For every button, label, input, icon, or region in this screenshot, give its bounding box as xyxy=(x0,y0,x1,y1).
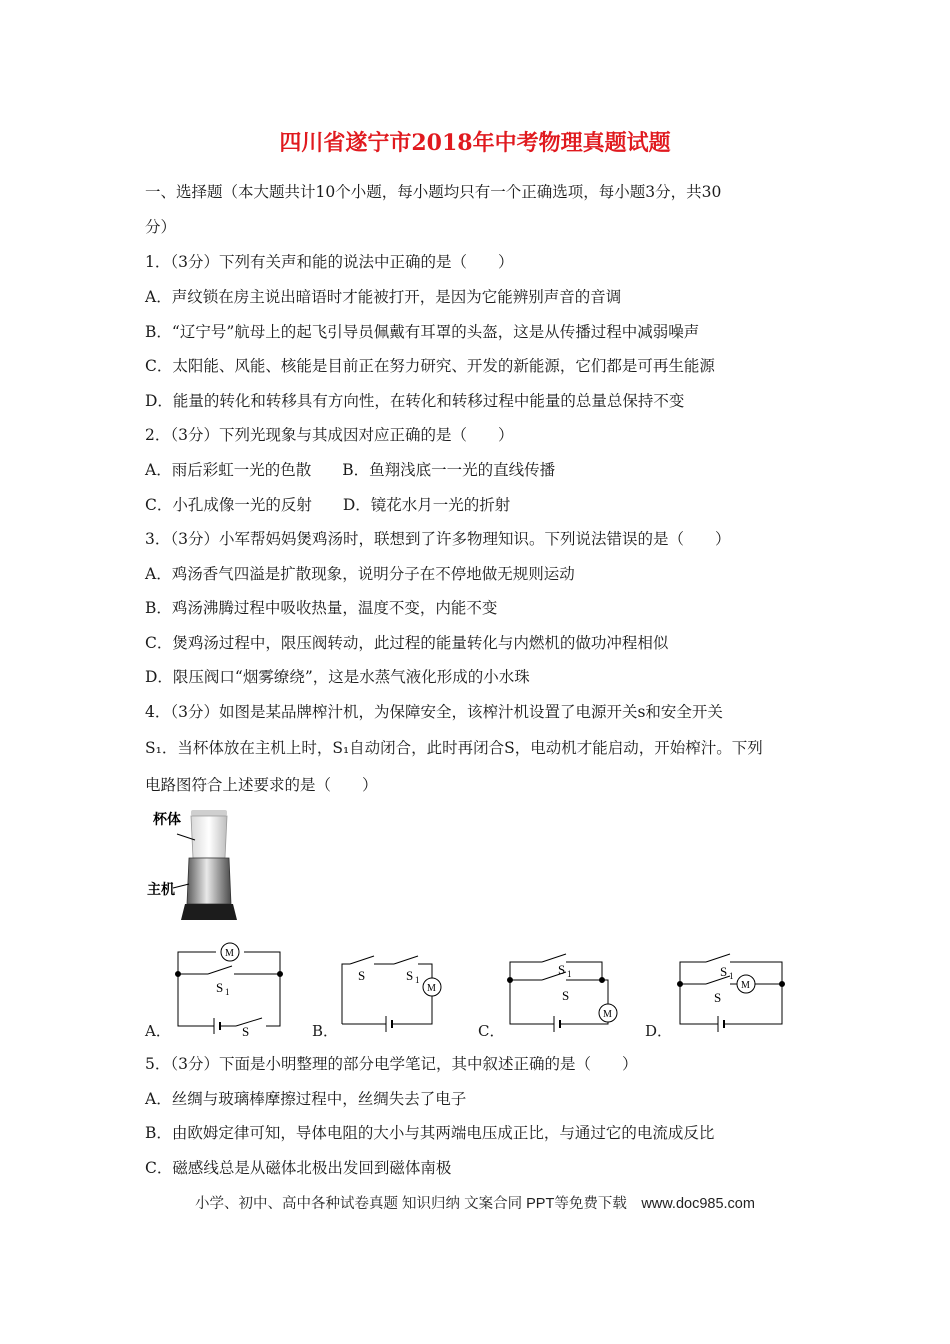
question-1-stem: 1．（3分）下列有关声和能的说法中正确的是（ ） xyxy=(145,253,514,271)
circuit-a-s1-label: S xyxy=(216,980,224,995)
question-5-option-b: B．由欧姆定律可知，导体电阻的大小与其两端电压成正比，与通过它的电流成反比 xyxy=(145,1124,715,1142)
circuit-d-switch-s xyxy=(706,976,730,984)
circuit-d-node-left xyxy=(678,982,683,987)
question-4-stem-line3: 电路图符合上述要求的是（ ） xyxy=(145,776,378,794)
circuit-d-battery-icon xyxy=(718,1016,724,1032)
question-5-option-a: A．丝绸与玻璃棒摩擦过程中，丝绸失去了电子 xyxy=(145,1090,467,1108)
circuit-a-node-left xyxy=(176,972,181,977)
circuit-b-switch-s xyxy=(350,956,374,964)
question-3-option-a: A．鸡汤香气四溢是扩散现象，说明分子在不停地做无规则运动 xyxy=(145,565,575,583)
page-title: 四川省遂宁市2018年中考物理真题试题 xyxy=(279,130,671,156)
circuit-a-battery-icon xyxy=(214,1018,220,1034)
question-3-option-c: C．煲鸡汤过程中，限压阀转动，此过程的能量转化与内燃机的做功冲程相似 xyxy=(145,634,669,652)
footer-download-notice: 小学、初中、高中各种试卷真题 知识归纳 文案合同 PPT等免费下载 www.doc985.com xyxy=(195,1196,755,1212)
circuit-b xyxy=(336,944,446,1032)
circuit-d-s1-label: S xyxy=(720,964,728,979)
circuit-b-battery-icon xyxy=(386,1016,392,1032)
question-5-option-c: C．磁感线总是从磁体北极出发回到磁体南极 xyxy=(145,1159,452,1177)
circuit-c-s1-sub: 1 xyxy=(567,969,572,979)
question-1-option-d: D．能量的转化和转移具有方向性，在转化和转移过程中能量的总量总保持不变 xyxy=(145,392,685,410)
circuit-a-motor-label: M xyxy=(225,948,234,959)
question-1-option-b: B．“辽宁号”航母上的起飞引导员佩戴有耳罩的头盔，这是从传播过程中减弱噪声 xyxy=(145,323,700,341)
question-1-option-c: C．太阳能、风能、核能是目前正在努力研究、开发的新能源，它们都是可再生能源 xyxy=(145,357,715,375)
question-1-option-a: A．声纹锁在房主说出暗语时才能被打开，是因为它能辨别声音的音调 xyxy=(145,288,622,306)
question-3-stem: 3．（3分）小军帮妈妈煲鸡汤时，联想到了许多物理知识。下列说法错误的是（ ） xyxy=(145,530,731,548)
section-header: 一、选择题（本大题共计10个小题，每小题均只有一个正确选项，每小题3分，共30 xyxy=(145,183,722,201)
circuit-c-node-right xyxy=(600,978,605,983)
circuit-d-s1-sub: 1 xyxy=(729,971,734,981)
circuit-b-label: B． xyxy=(312,1022,339,1040)
circuit-c-switch-s1 xyxy=(542,954,566,962)
circuit-b-switch-s1 xyxy=(394,956,418,964)
question-4-stem-line1: 4．（3分）如图是某品牌榨汁机，为保障安全，该榨汁机设置了电源开关s和安全开关 xyxy=(145,703,723,721)
juicer-base xyxy=(187,858,231,904)
circuit-a-label: A． xyxy=(145,1022,171,1040)
circuit-c-battery-icon xyxy=(554,1016,560,1032)
circuit-b-s-label: S xyxy=(358,968,366,983)
circuit-c-node-left xyxy=(508,978,513,983)
circuit-d-node-right xyxy=(780,982,785,987)
circuit-c-motor-label: M xyxy=(603,1009,612,1020)
circuit-a xyxy=(170,938,290,1036)
base-pointer xyxy=(173,884,189,888)
question-5-stem: 5．（3分）下面是小明整理的部分电学笔记，其中叙述正确的是（ ） xyxy=(145,1055,638,1073)
base-label: 主机 xyxy=(147,883,175,898)
circuit-b-s1-label: S xyxy=(406,968,414,983)
circuit-d xyxy=(672,944,802,1032)
circuit-a-s1-sub: 1 xyxy=(225,987,230,997)
circuit-a-switch-s1 xyxy=(208,966,232,974)
circuit-b-motor-label: M xyxy=(427,983,436,994)
cup-label: 杯体 xyxy=(153,813,181,828)
section-header-cont: 分） xyxy=(145,218,177,236)
circuit-d-label: D． xyxy=(645,1022,673,1040)
circuit-a-s-label: S xyxy=(242,1024,250,1036)
question-3-option-b: B．鸡汤沸腾过程中吸收热量，温度不变，内能不变 xyxy=(145,599,498,617)
question-2-stem: 2．（3分）下列光现象与其成因对应正确的是（ ） xyxy=(145,426,514,444)
circuit-b-wires xyxy=(342,964,432,1024)
circuit-d-s-label: S xyxy=(714,990,722,1005)
circuit-c-s-label: S xyxy=(562,988,570,1003)
circuit-b-s1-sub: 1 xyxy=(415,975,420,985)
circuit-c-label: C． xyxy=(478,1022,505,1040)
juicer-lid xyxy=(191,810,227,816)
circuit-c-s1-label: S xyxy=(558,962,566,977)
question-2-options-cd: C．小孔成像一光的反射 D．镜花水月一光的折射 xyxy=(145,496,511,514)
circuit-d-motor-label: M xyxy=(741,980,750,991)
circuit-c xyxy=(502,944,632,1032)
circuit-d-switch-s1 xyxy=(706,954,730,962)
juicer-foot xyxy=(181,904,237,920)
question-4-stem-line2: S₁．当杯体放在主机上时，S₁自动闭合，此时再闭合S，电动机才能启动，开始榨汁。下列 xyxy=(145,739,763,757)
question-3-option-d: D．限压阀口“烟雾缭绕”，这是水蒸气液化形成的小水珠 xyxy=(145,668,530,686)
question-2-options-ab: A．雨后彩虹一光的色散 B．鱼翔浅底一一光的直线传播 xyxy=(145,461,556,479)
juicer-figure xyxy=(145,808,245,928)
juicer-cup xyxy=(191,816,227,858)
circuit-a-node-right xyxy=(278,972,283,977)
